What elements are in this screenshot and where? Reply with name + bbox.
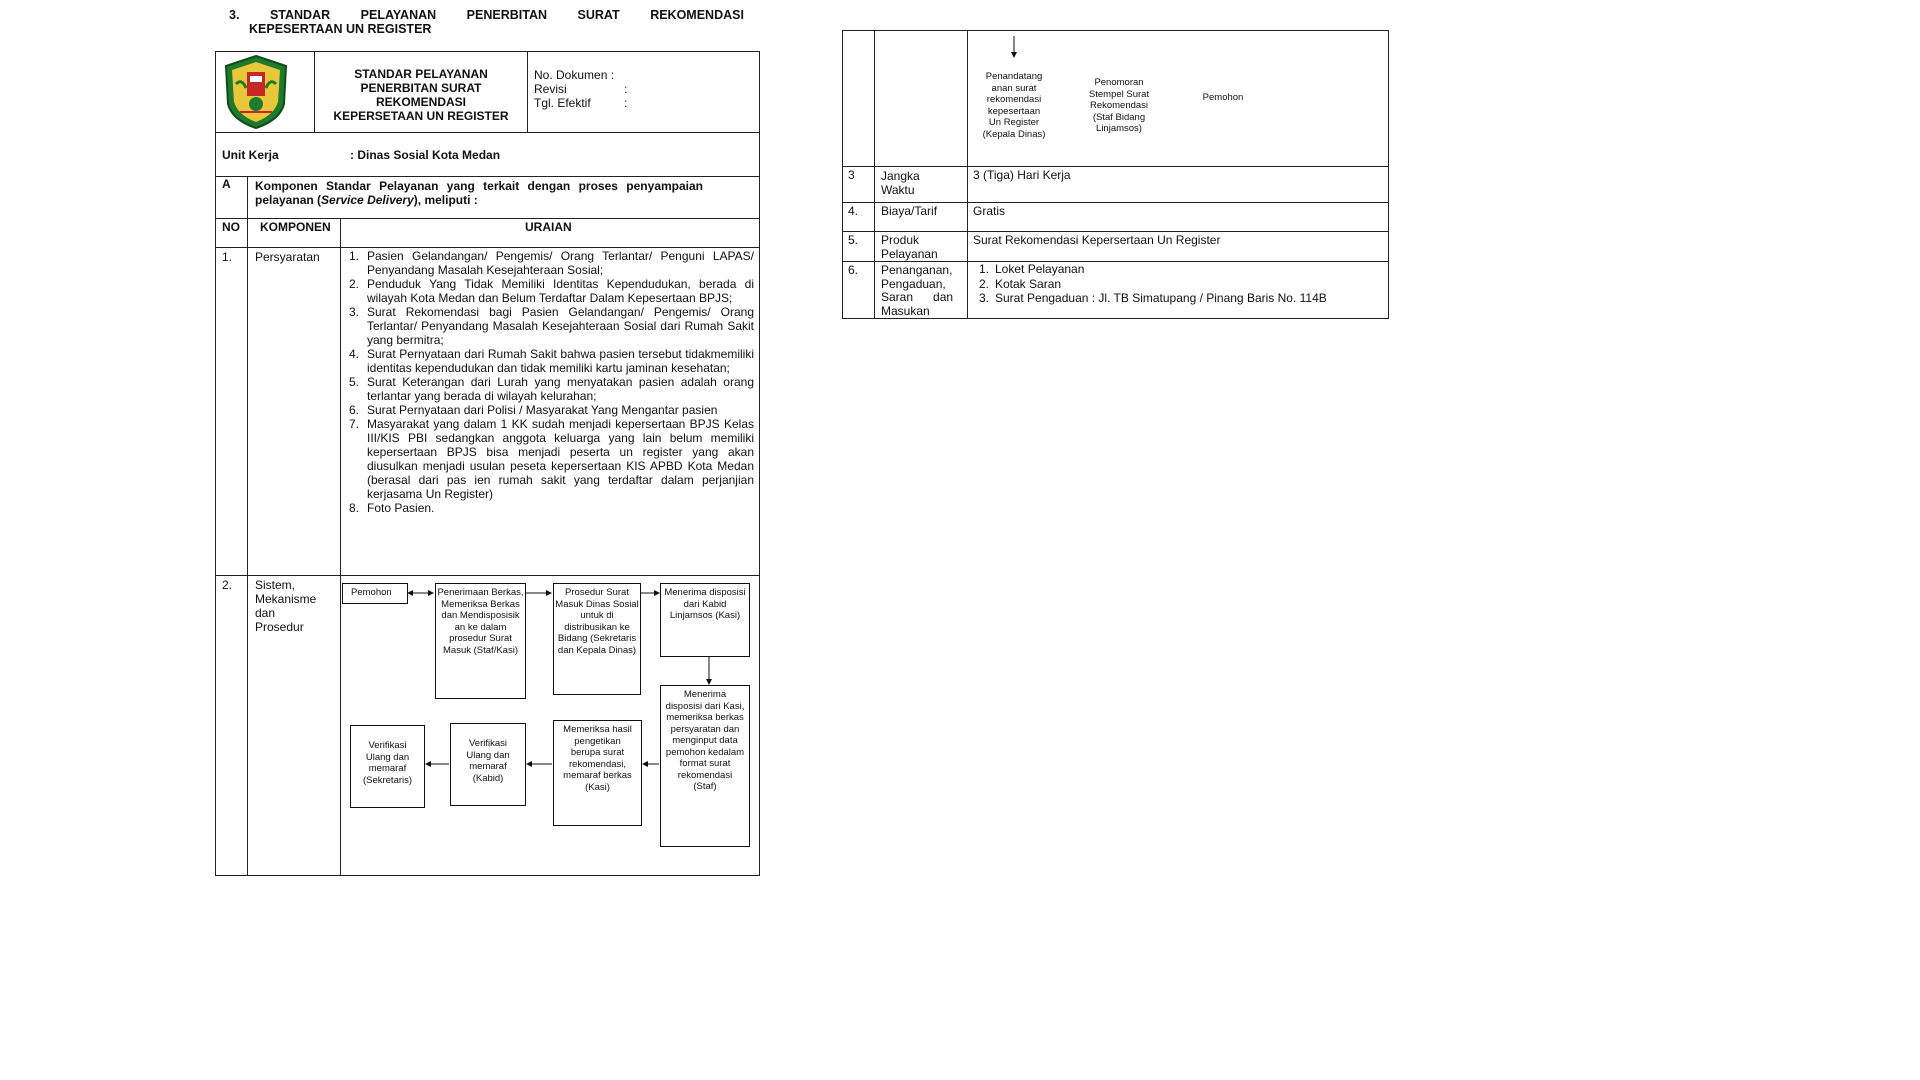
section-a-text-pre: Komponen Standar Pelayanan yang terkait dengan proses penyampaian pelayanan ( bbox=[255, 179, 703, 207]
row3-no: 3 bbox=[848, 168, 855, 182]
section-title-line2: KEPESERTAAN UN REGISTER bbox=[249, 22, 432, 36]
header-title-line: REKOMENDASI bbox=[375, 95, 466, 109]
item-number: 1. bbox=[979, 262, 990, 276]
item-text: Surat Pengaduan : Jl. TB Simatupang / Pinang Baris No. 114B bbox=[995, 291, 1327, 305]
header-title-line: PENERBITAN SURAT bbox=[360, 81, 482, 95]
item-text: Foto Pasien. bbox=[367, 501, 435, 515]
list-item bbox=[979, 262, 1327, 277]
meta-label: Revisi bbox=[534, 82, 567, 96]
flow-node-penomoran: Penomoran Stempel Surat Rekomendasi (Staf Bidang Linjamsos) bbox=[1088, 77, 1150, 134]
header-title-line: STANDAR PELAYANAN bbox=[354, 67, 488, 81]
flow-node-prosedur: Prosedur Surat Masuk Dinas Sosial untuk di distribusikan ke Bidang (Sekretaris dan Kepala Dinas) bbox=[553, 583, 641, 695]
komponen-line: Prosedur bbox=[255, 620, 304, 634]
meta-label: No. Dokumen : bbox=[534, 68, 615, 82]
divider bbox=[842, 166, 1389, 167]
title-word: PENERBITAN bbox=[466, 8, 548, 22]
row4-no: 4. bbox=[848, 204, 859, 218]
row2-no: 2. bbox=[222, 578, 233, 592]
item-text: Pasien Gelandangan/ Pengemis/ Orang Terlantar/ Penguni LAPAS/ Penyandang Masalah Kesejahteraan Sosial; bbox=[367, 249, 754, 277]
row5-komponen: Produk Pelayanan bbox=[881, 233, 938, 261]
unit-kerja-value: : Dinas Sosial Kota Medan bbox=[350, 148, 501, 162]
row6-no: 6. bbox=[848, 263, 859, 277]
header-title-line: KEPERSETAAN UN REGISTER bbox=[333, 109, 509, 123]
item-text: Masyarakat yang dalam 1 KK sudah menjadi kepersertaan BPJS Kelas III/KIS PBI sedangkan anggota keluarga yang lain belum memiliki kepersertaan BPJS bisa menjadi peserta un register yang akan diusulkan menjadi usulan peseta kepersertaan KIS APBD Kota Medan (berasal dari pas ien rumah sakit yang terdaftar dalam perjanjian kerjasama Un Register) bbox=[367, 417, 754, 501]
section-a-text-italic: Service Delivery bbox=[321, 193, 414, 207]
row4-uraian: Gratis bbox=[973, 204, 1006, 218]
komponen-line: Saran dan bbox=[881, 290, 954, 304]
komponen-line: Sistem, bbox=[255, 578, 296, 592]
flow-node-menerima-kasi: Menerima disposisi dari Kasi, memeriksa berkas persyaratan dan menginput data pemohon kedalam format surat rekomendasi (Staf) bbox=[660, 685, 750, 847]
item-text: Kotak Saran bbox=[995, 276, 1062, 291]
list-item bbox=[979, 291, 1327, 306]
komponen-line: Mekanisme bbox=[255, 592, 317, 606]
row5-uraian: Surat Rekomendasi Kepersertaan Un Register bbox=[973, 233, 1221, 247]
item-number: 5. bbox=[349, 375, 360, 389]
flow-node-memeriksa: Memeriksa hasil pengetikan berupa surat rekomendasi, memaraf berkas (Kasi) bbox=[553, 720, 642, 826]
divider bbox=[967, 30, 968, 319]
flow-node-pemohon: Pemohon bbox=[342, 583, 408, 604]
row3-uraian: 3 (Tiga) Hari Kerja bbox=[973, 168, 1071, 182]
item-number: 3. bbox=[979, 291, 990, 305]
list-item bbox=[979, 277, 1327, 292]
item-number: 6. bbox=[349, 403, 360, 417]
item-number: 2. bbox=[349, 277, 360, 291]
komponen-line: Pengaduan, bbox=[881, 276, 946, 291]
komponen-line: dan bbox=[255, 606, 276, 620]
divider bbox=[842, 202, 1389, 203]
column-header-uraian: URAIAN bbox=[525, 220, 572, 234]
item-number: 3. bbox=[349, 305, 360, 319]
item-number: 1. bbox=[349, 249, 360, 263]
title-word: REKOMENDASI bbox=[650, 8, 744, 22]
row1-no: 1. bbox=[222, 250, 233, 264]
meta-value: : bbox=[624, 82, 628, 96]
komponen-line: Masukan bbox=[881, 303, 930, 318]
item-text: Loket Pelayanan bbox=[995, 262, 1085, 276]
item-number: 2. bbox=[979, 276, 990, 291]
title-word: STANDAR bbox=[269, 8, 331, 22]
section-a-text-post: ), meliputi : bbox=[413, 193, 478, 207]
column-header-no: NO bbox=[222, 220, 240, 234]
komponen-line: Penanganan, bbox=[881, 263, 953, 277]
complaint-channels-list bbox=[979, 262, 1327, 306]
flow-node-menerima-kabid: Menerima disposisi dari Kabid Linjamsos (Kasi) bbox=[660, 583, 750, 657]
divider bbox=[842, 231, 1389, 232]
meta-label: Tgl. Efektif bbox=[534, 96, 591, 110]
item-number: 8. bbox=[349, 501, 360, 515]
item-text: Surat Rekomendasi bagi Pasien Gelandangan/ Pengemis/ Orang Terlantar/ Penyandang Masalah Kesejahteraan Sosial dari Rumah Sakit yang bermitra; bbox=[367, 305, 754, 347]
flow-node-pemohon-final: Pemohon bbox=[1202, 92, 1244, 102]
row4-komponen: Biaya/Tarif bbox=[881, 204, 938, 218]
section-a-letter: A bbox=[222, 177, 231, 191]
title-word: PELAYANAN bbox=[360, 8, 437, 22]
item-text: Surat Pernyataan dari Polisi / Masyarakat Yang Mengantar pasien bbox=[367, 403, 718, 417]
row1-komponen: Persyaratan bbox=[255, 250, 320, 264]
row3-komponen: Jangka Waktu bbox=[881, 169, 920, 197]
item-number: 4. bbox=[349, 347, 360, 361]
flow-node-verifikasi-kabid: Verifikasi Ulang dan memaraf (Kabid) bbox=[450, 723, 526, 806]
row5-no: 5. bbox=[848, 233, 859, 247]
unit-kerja-label: Unit Kerja bbox=[222, 148, 279, 162]
row6-komponen bbox=[881, 264, 961, 318]
item-text: Surat Pernyataan dari Rumah Sakit bahwa pasien tersebut tidakmemiliki identitas kependudukan dan tidak memiliki kartu jaminan kesehatan; bbox=[367, 347, 754, 375]
flow-node-verifikasi-sekretaris: Verifikasi Ulang dan memaraf (Sekretaris) bbox=[350, 725, 425, 808]
section-number: 3. bbox=[229, 8, 240, 22]
item-text: Surat Keterangan dari Lurah yang menyatakan pasien adalah orang terlantar yang berada di wilayah kelurahan; bbox=[367, 375, 754, 403]
item-text: Penduduk Yang Tidak Memiliki Identitas Kependudukan, berada di wilayah Kota Medan dan Belum Terdaftar Dalam Kepesertaan BPJS; bbox=[367, 277, 754, 305]
column-header-komponen: KOMPONEN bbox=[260, 220, 331, 234]
flow-node-penerimaan: Penerimaan Berkas, Memeriksa Berkas dan Mendisposisik an ke dalam prosedur Surat Masuk (Staf/Kasi) bbox=[435, 583, 526, 699]
meta-value: : bbox=[624, 96, 628, 110]
title-word: SURAT bbox=[577, 8, 620, 22]
divider bbox=[874, 30, 875, 319]
item-number: 7. bbox=[349, 417, 360, 431]
flow-node-penandatanganan: Penandatang anan surat rekomendasi kepesertaan Un Register (Kepala Dinas) bbox=[982, 71, 1046, 140]
